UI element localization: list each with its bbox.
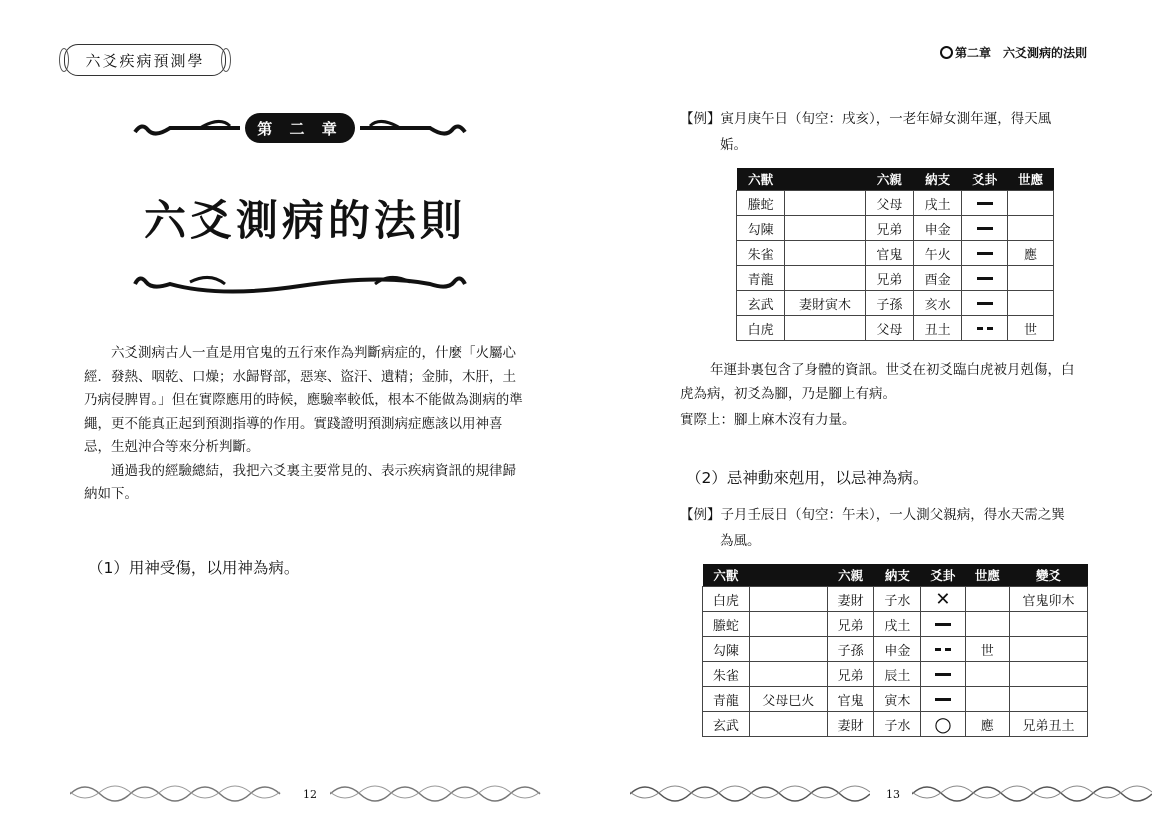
table-cell: 白虎 — [703, 587, 750, 612]
hexagram-table-1 — [736, 168, 1054, 341]
table-cell: 螣蛇 — [737, 191, 785, 216]
yang-line-icon — [935, 698, 951, 701]
table-cell: 青龍 — [737, 266, 785, 291]
table-cell: 妻財寅木 — [785, 291, 865, 316]
yang-line-icon — [977, 227, 993, 230]
table-cell — [921, 662, 965, 687]
yin-line-icon — [977, 327, 993, 330]
example-1-line-1: 【例】寅月庚午日（旬空：戌亥），一老年婦女測年運，得天風 — [680, 111, 1052, 127]
table-cell — [962, 241, 1008, 266]
yang-line-icon — [977, 277, 993, 280]
table-cell — [921, 687, 965, 712]
analysis-1-line-1: 年運卦裏包含了身體的資訊。世爻在初爻臨白虎被月剋傷，白 — [710, 362, 1075, 378]
th-hidden — [785, 168, 865, 191]
table-cell: 子水 — [874, 587, 921, 612]
running-head — [940, 44, 1087, 61]
table-cell: 妻財 — [827, 712, 874, 737]
table-cell: 兄弟 — [865, 216, 913, 241]
table-cell — [962, 266, 1008, 291]
footer-ornament-right-a — [630, 780, 870, 804]
table-cell — [749, 587, 827, 612]
table-cell — [1008, 191, 1054, 216]
th-beast: 六獸 — [737, 168, 785, 191]
table-cell: 子孫 — [827, 637, 874, 662]
table-cell — [965, 587, 1009, 612]
table-row — [737, 316, 1054, 341]
table-cell — [749, 662, 827, 687]
table-cell: 世 — [965, 637, 1009, 662]
th-shiying: 世應 — [965, 564, 1009, 587]
table-cell: 父母 — [865, 191, 913, 216]
table-cell: 官鬼 — [827, 687, 874, 712]
table-cell — [785, 266, 865, 291]
yang-line-icon — [977, 252, 993, 255]
section-heading-1: （1）用神受傷，以用神為病。 — [88, 559, 300, 577]
table-cell: 勾陳 — [737, 216, 785, 241]
table-row — [703, 712, 1088, 737]
table-cell — [785, 316, 865, 341]
th-beast: 六獸 — [703, 564, 750, 587]
table-row — [703, 687, 1088, 712]
chapter-title: 六爻測病的法則 — [143, 196, 466, 245]
th-changed: 變爻 — [1009, 564, 1087, 587]
table-cell — [785, 216, 865, 241]
table-cell — [1008, 266, 1054, 291]
paragraph-1: 六爻測病古人一直是用官鬼的五行來作為判斷病症的，什麼「火屬心經．發熱、咽乾、口燥；水歸腎部，惡寒、盜汗、遺精；金肺，木肝，土乃病侵脾胃。」但在實際應用的時候，應驗率較低，根本不能做為測病的準繩，更不能真正起到預測指導的作用。實踐證明預測病症應該以用神喜忌，生剋沖合等來分析判斷。 — [84, 345, 523, 455]
th-shiying: 世應 — [1008, 168, 1054, 191]
example-1-line-2: 姤。 — [720, 137, 747, 153]
table-cell: 白虎 — [737, 316, 785, 341]
table-cell: ✕ — [921, 587, 965, 612]
table-cell: 官鬼卯木 — [1009, 587, 1087, 612]
table-cell: 父母 — [865, 316, 913, 341]
table-cell — [965, 612, 1009, 637]
table-cell: 兄弟丑土 — [1009, 712, 1087, 737]
page-number-right: 13 — [886, 788, 900, 801]
example-2-line-2: 為風。 — [720, 533, 761, 549]
table-header-row — [703, 564, 1088, 587]
yang-line-icon — [977, 302, 993, 305]
table-row — [737, 266, 1054, 291]
table-row — [737, 191, 1054, 216]
analysis-1-line-2: 虎為病，初爻為腳，乃是腳上有病。 — [680, 386, 896, 402]
footer-ornament-left-b — [330, 780, 555, 804]
table-cell: 玄武 — [737, 291, 785, 316]
table-cell — [965, 662, 1009, 687]
table-cell: 午火 — [914, 241, 962, 266]
table-cell: 朱雀 — [737, 241, 785, 266]
table-cell: 兄弟 — [827, 662, 874, 687]
table-cell — [1008, 216, 1054, 241]
th-line: 爻卦 — [962, 168, 1008, 191]
table-cell — [1008, 291, 1054, 316]
th-relation: 六親 — [827, 564, 874, 587]
table-cell: 丑土 — [914, 316, 962, 341]
table-cell — [749, 712, 827, 737]
table-cell: 申金 — [874, 637, 921, 662]
table-row — [703, 662, 1088, 687]
table-cell — [965, 687, 1009, 712]
table-cell: 子水 — [874, 712, 921, 737]
book-title: 六爻疾病預測學 — [64, 44, 226, 76]
table-cell: 妻財 — [827, 587, 874, 612]
chapter-label: 第 二 章 — [245, 113, 355, 143]
table-cell: 應 — [965, 712, 1009, 737]
table-cell: ○ — [921, 712, 965, 737]
table-cell — [785, 241, 865, 266]
table-cell: 兄弟 — [827, 612, 874, 637]
table-cell: 朱雀 — [703, 662, 750, 687]
table-row — [703, 612, 1088, 637]
table-cell — [1009, 612, 1087, 637]
table-row — [737, 241, 1054, 266]
table-row — [703, 637, 1088, 662]
table-cell: 玄武 — [703, 712, 750, 737]
intro-text — [84, 342, 524, 507]
table-cell: 應 — [1008, 241, 1054, 266]
yang-line-icon — [935, 673, 951, 676]
table-cell — [1009, 687, 1087, 712]
table-cell — [921, 637, 965, 662]
table-cell — [962, 316, 1008, 341]
table-cell — [749, 637, 827, 662]
footer-ornament-left-a — [70, 780, 290, 804]
fact-1: 實際上：腳上麻木沒有力量。 — [680, 412, 856, 428]
table-cell: 兄弟 — [865, 266, 913, 291]
bullet-icon — [940, 46, 953, 59]
section-heading-2: （2）忌神動來剋用，以忌神為病。 — [686, 469, 929, 487]
th-branch: 納支 — [914, 168, 962, 191]
table-cell — [962, 216, 1008, 241]
running-head-text: 第二章 六爻測病的法則 — [955, 46, 1088, 60]
table-cell — [962, 191, 1008, 216]
table-cell — [785, 191, 865, 216]
table-cell: 戌土 — [874, 612, 921, 637]
paragraph-2: 通過我的經驗總結，我把六爻裏主要常見的、表示疾病資訊的規律歸納如下。 — [84, 462, 516, 502]
table-header-row — [737, 168, 1054, 191]
page-number-left: 12 — [303, 788, 317, 801]
table-cell: 酉金 — [914, 266, 962, 291]
table-row — [737, 291, 1054, 316]
yang-line-icon — [977, 202, 993, 205]
table-cell: 寅木 — [874, 687, 921, 712]
th-hidden — [749, 564, 827, 587]
table-cell: 螣蛇 — [703, 612, 750, 637]
table-cell — [1009, 662, 1087, 687]
table-cell: 青龍 — [703, 687, 750, 712]
table-cell: 勾陳 — [703, 637, 750, 662]
table-cell: 世 — [1008, 316, 1054, 341]
table-cell: 辰土 — [874, 662, 921, 687]
table-cell: 父母巳火 — [749, 687, 827, 712]
th-branch: 納支 — [874, 564, 921, 587]
table-cell — [1009, 637, 1087, 662]
table-row — [737, 216, 1054, 241]
table-cell: 戌土 — [914, 191, 962, 216]
table-cell — [921, 612, 965, 637]
hexagram-table-2 — [702, 564, 1088, 737]
table-cell: 亥水 — [914, 291, 962, 316]
table-cell: 申金 — [914, 216, 962, 241]
table-cell — [962, 291, 1008, 316]
yang-line-icon — [935, 623, 951, 626]
example-2-line-1: 【例】子月壬辰日（旬空：午未），一人測父親病，得水天需之巽 — [680, 507, 1065, 523]
th-line: 爻卦 — [921, 564, 965, 587]
table-cell: 官鬼 — [865, 241, 913, 266]
table-cell: 子孫 — [865, 291, 913, 316]
table-row — [703, 587, 1088, 612]
chapter-ornament-bottom — [130, 270, 470, 300]
yin-line-icon — [935, 648, 951, 651]
table-cell — [749, 612, 827, 637]
th-relation: 六親 — [865, 168, 913, 191]
footer-ornament-right-b — [912, 780, 1152, 804]
